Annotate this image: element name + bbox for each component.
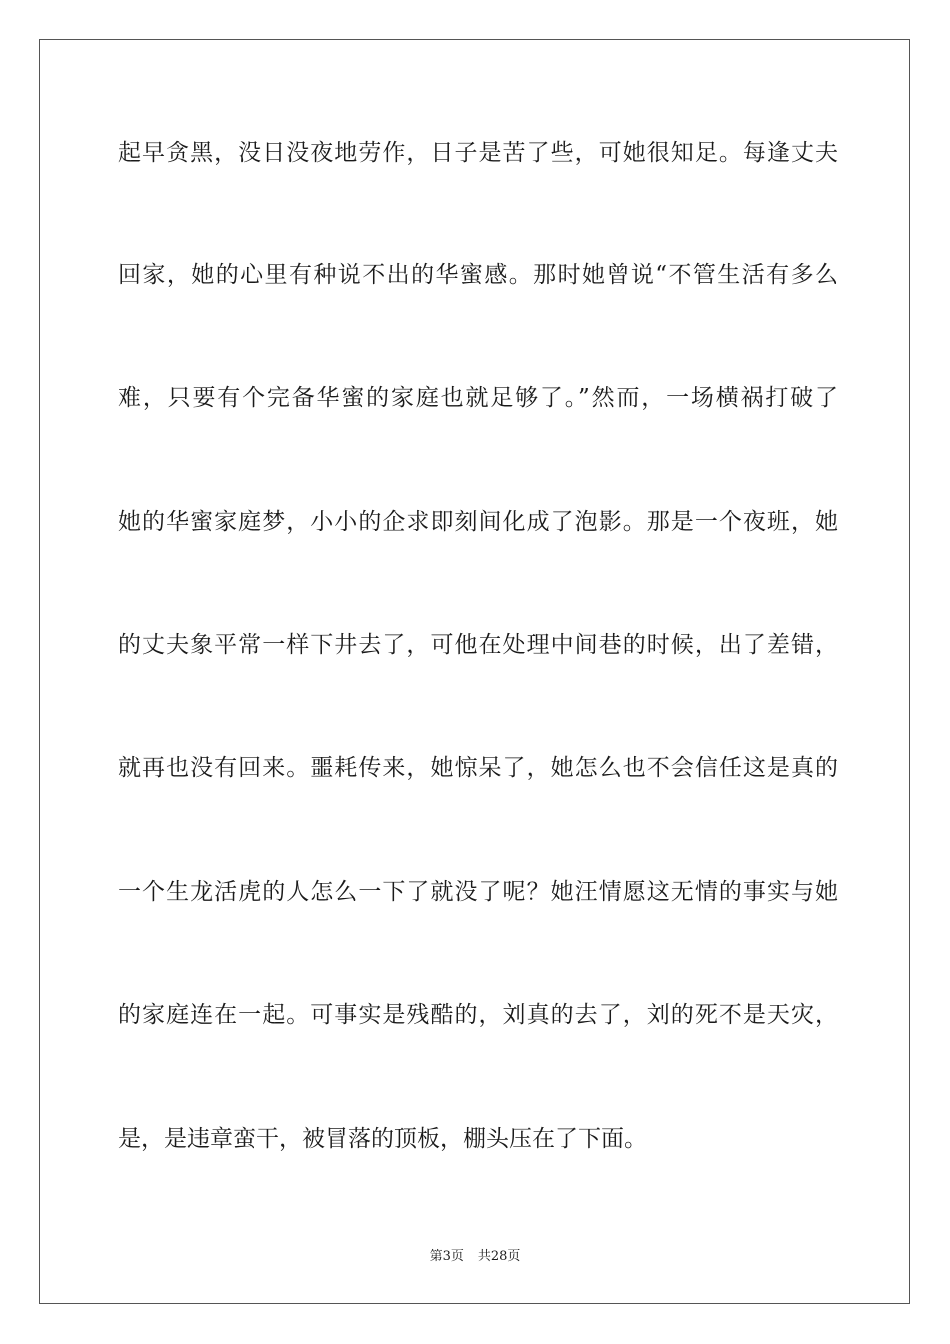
page-border: [39, 39, 910, 1304]
text-line: 起早贪黑，没日没夜地劳作，日子是苦了些，可她很知足。每逢丈夫: [118, 140, 838, 166]
text-line: 就再也没有回来。噩耗传来，她惊呆了，她怎么也不会信任这是真的: [118, 755, 838, 781]
text-line: 的丈夫象平常一样下井去了，可他在处理中间巷的时候，出了差错，: [118, 632, 838, 658]
page-number: 第3页: [429, 1249, 464, 1264]
text-line: 回家，她的心里有种说不出的华蜜感。那时她曾说“不管生活有多么: [118, 262, 838, 288]
total-pages: 共28页: [477, 1249, 521, 1264]
text-line: 是，是违章蛮干，被冒落的顶板，棚头压在了下面。: [118, 1126, 647, 1152]
text-line: 的家庭连在一起。可事实是残酷的，刘真的去了，刘的死不是天灾，: [118, 1002, 838, 1028]
text-line: 一个生龙活虎的人怎么一下了就没了呢？她汪情愿这无情的事实与她: [118, 879, 838, 905]
page-footer: [0, 1248, 950, 1266]
text-line: 她的华蜜家庭梦，小小的企求即刻间化成了泡影。那是一个夜班，她: [118, 509, 838, 535]
text-line: 难，只要有个完备华蜜的家庭也就足够了。”然而，一场横祸打破了: [118, 385, 838, 411]
